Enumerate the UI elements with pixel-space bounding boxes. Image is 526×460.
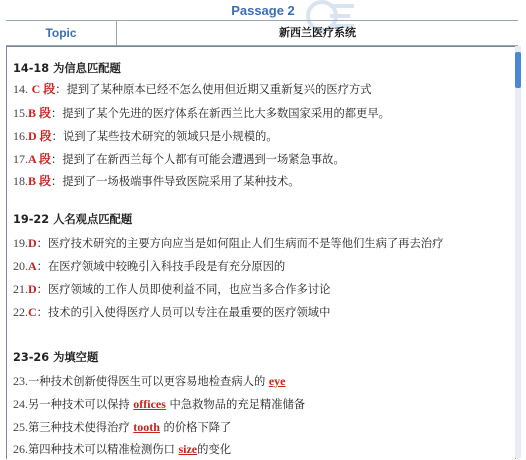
list-item: 21.D：医疗领域的工作人员即使利益不同，也应当多合作多讨论: [13, 282, 331, 296]
list-item: 15.B 段：提到了某个先进的医疗体系在新西兰比大多数国家采用的都更早。: [13, 106, 390, 120]
list-item: 19.D：医疗技术研究的主要方向应当是如何阻止人们生病而不是等他们生病了再去治疗: [13, 236, 444, 250]
topic-value: 新西兰医疗系统: [279, 26, 356, 39]
list-item: 16.D 段：说到了某些技术研究的领域只是小规模的。: [13, 129, 278, 143]
list-item: 24.另一种技术可以保持 offices 中急救物品的充足精准储备: [13, 397, 306, 411]
list-item: 22.C：技术的引入使得医疗人员可以专注在最重要的医疗领域中: [13, 305, 331, 319]
list-item: 17.A 段：提到了在新西兰每个人都有可能会遭遇到一场紧急事故。: [13, 152, 345, 166]
passage-title-bar: [0, 0, 526, 20]
list-item: 23.一种技术创新使得医生可以更容易地检查病人的 eye: [13, 374, 286, 388]
section-heading: 19-22 人名观点匹配题: [13, 213, 133, 226]
section-heading: 14-18 为信息匹配题: [13, 62, 121, 75]
list-item: 18.B 段：提到了一场极端事件导致医院采用了某种技术。: [13, 174, 300, 188]
vertical-scrollbar[interactable]: [515, 46, 521, 458]
topic-header-row: [6, 20, 518, 46]
passage-title: Passage 2: [231, 3, 295, 18]
fill-answer: eye: [268, 374, 286, 388]
list-item: 14. C 段：提到了某种原本已经不怎么使用但近期又重新复兴的医疗方式: [13, 82, 372, 96]
fill-answer: size: [178, 442, 198, 456]
list-item: 20.A：在医疗领域中较晚引入科技手段是有充分原因的: [13, 259, 286, 273]
section-heading: 23-26 为填空题: [13, 351, 99, 364]
topic-label: Topic: [6, 21, 117, 45]
fill-answer: tooth: [133, 420, 160, 434]
answer-content-box: [6, 46, 516, 459]
fill-answer: offices: [133, 397, 166, 411]
list-item: 25.第三种技术使得治疗 tooth 的价格下降了: [13, 420, 232, 434]
list-item: 26.第四种技术可以精准检测伤口 size的变化: [13, 442, 232, 456]
scrollbar-thumb[interactable]: [515, 52, 521, 88]
